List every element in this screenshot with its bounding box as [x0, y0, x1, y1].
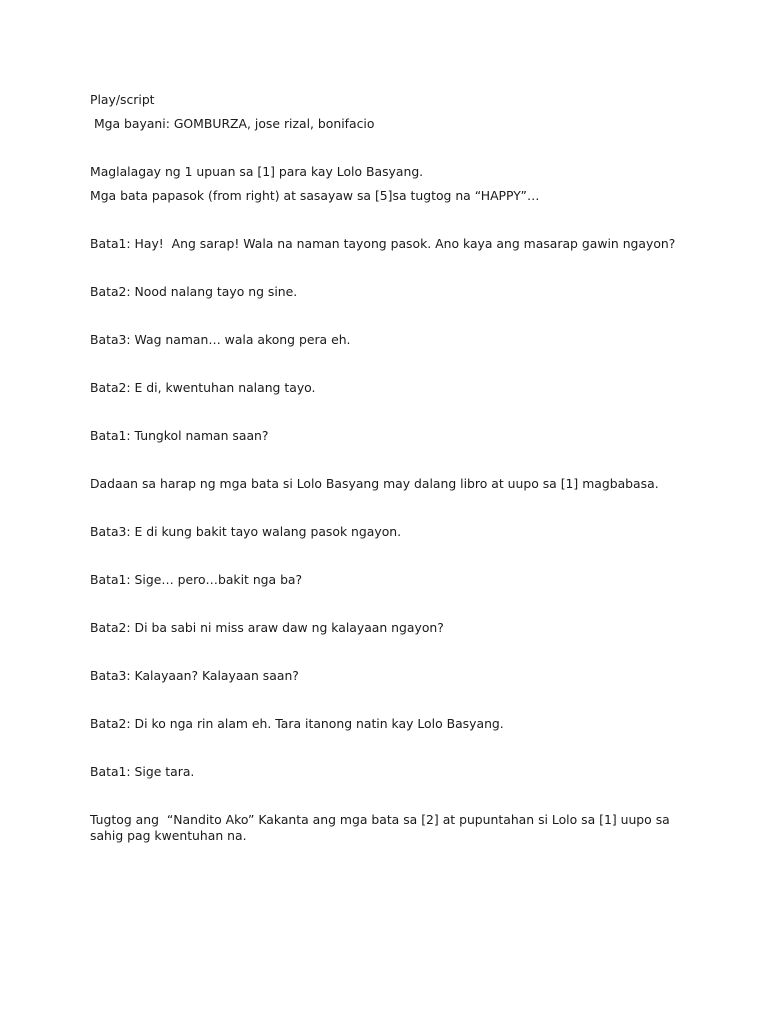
dialogue-line: Bata1: Sige tara.	[90, 764, 195, 779]
dialogue-line: Bata2: Di ba sabi ni miss araw daw ng kalayaan ngayon?	[90, 620, 444, 635]
stage-direction: Dadaan sa harap ng mga bata si Lolo Basyang may dalang libro at uupo sa [1] magbabasa.	[90, 476, 659, 491]
dialogue-line: Bata1: Sige… pero…bakit nga ba?	[90, 572, 303, 587]
dialogue-line: Bata1: Tungkol naman saan?	[90, 428, 269, 443]
document-page	[90, 92, 678, 844]
dialogue-line: Bata3: E di kung bakit tayo walang pasok ngayon.	[90, 524, 402, 539]
dialogue-line: Bata2: Nood nalang tayo ng sine.	[90, 284, 298, 299]
stage-direction: Mga bata papasok (from right) at sasayaw sa [5]sa tugtog na “HAPPY”…	[90, 188, 540, 203]
script-heading: Play/script	[90, 92, 155, 107]
dialogue-line: Bata3: Kalayaan? Kalayaan saan?	[90, 668, 299, 683]
dialogue-line: Bata2: E di, kwentuhan nalang tayo.	[90, 380, 316, 395]
stage-direction: Tugtog ang “Nandito Ako” Kakanta ang mga bata sa [2] at pupuntahan si Lolo sa [1] uupo sa sahig pag kwentuhan na.	[90, 812, 674, 843]
dialogue-line: Bata3: Wag naman… wala akong pera eh.	[90, 332, 351, 347]
stage-direction: Maglalagay ng 1 upuan sa [1] para kay Lolo Basyang.	[90, 164, 424, 179]
heroes-line: Mga bayani: GOMBURZA, jose rizal, bonifacio	[90, 116, 375, 131]
dialogue-line: Bata1: Hay! Ang sarap! Wala na naman tayong pasok. Ano kaya ang masarap gawin ngayon?	[90, 236, 676, 251]
dialogue-line: Bata2: Di ko nga rin alam eh. Tara itanong natin kay Lolo Basyang.	[90, 716, 504, 731]
